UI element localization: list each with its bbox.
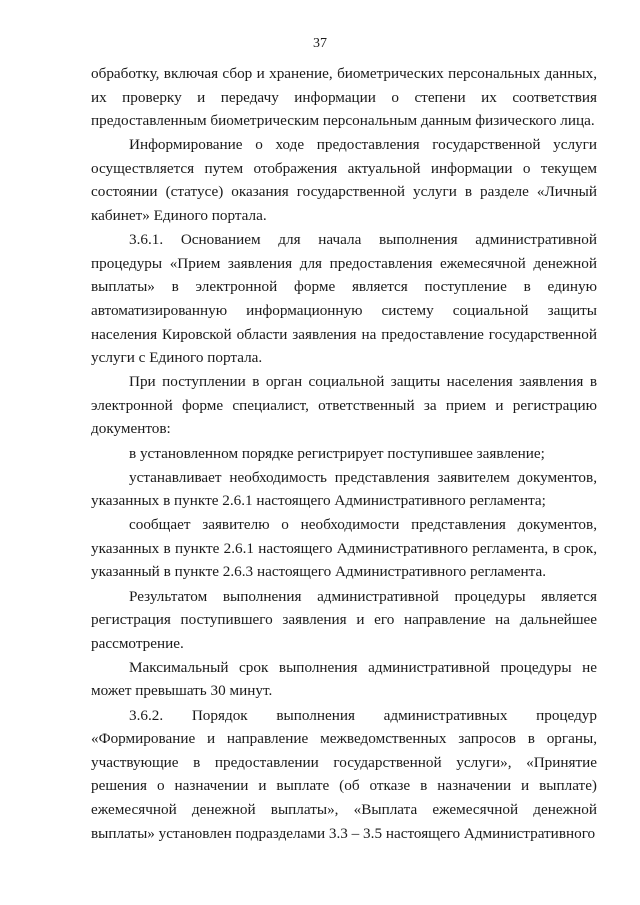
paragraph-establishes: устанавливает необходимость представления заявителем документов, указанных в пункте 2.6.1 настоящего Административного регламента;: [91, 468, 597, 510]
paragraph-3-6-1: 3.6.1. Основанием для начала выполнения административной процедуры «Прием заявления для предоставления ежемесячной денежной выплаты» в электронной форме является поступление в единую автоматизированную информационную систему социальной защиты населения Кировской области заявления на предоставление государственной услуги с Единого портала.: [91, 231, 597, 367]
page-number: 37: [313, 36, 327, 51]
paragraph-informing: Информирование о ходе предоставления государственной услуги осуществляется путем отображения актуальной информации о текущем состоянии (статусе) оказания государственной услуги в разделе «Личный кабинет» Единого портала.: [91, 136, 597, 225]
paragraph-registers: в установленном порядке регистрирует поступившее заявление;: [129, 444, 545, 462]
paragraph-result: Результатом выполнения административной процедуры является регистрация поступившего заявления и его направление на дальнейшее рассмотрение.: [91, 587, 597, 652]
paragraph-max-time: Максимальный срок выполнения административной процедуры не может превышать 30 минут.: [91, 658, 597, 700]
paragraph-3-6-2: 3.6.2. Порядок выполнения административных процедур «Формирование и направление межведомственных запросов в органы, участвующие в предоставлении государственной услуги», «Принятие решения о назначении и выплате (об отказе в назначении и выплате) ежемесячной денежной выплаты», «Выплата ежемесячной денежной выплаты» установлен подразделами 3.3 – 3.5 настоящего Административного: [91, 706, 597, 842]
paragraph-informs-applicant: сообщает заявителю о необходимости представления документов, указанных в пункте 2.6.1 настоящего Административного регламента, в срок, указанный в пункте 2.6.3 настоящего Административного регламента.: [91, 516, 597, 581]
paragraph-biometric-continuation: обработку, включая сбор и хранение, биометрических персональных данных, их проверку и передачу информации о степени их соответствия предоставленным биометрическим персональным данным физического лица.: [91, 65, 597, 130]
paragraph-upon-receipt: При поступлении в орган социальной защиты населения заявления в электронной форме специалист, ответственный за прием и регистрацию документов:: [91, 373, 597, 438]
document-body: [91, 62, 597, 845]
